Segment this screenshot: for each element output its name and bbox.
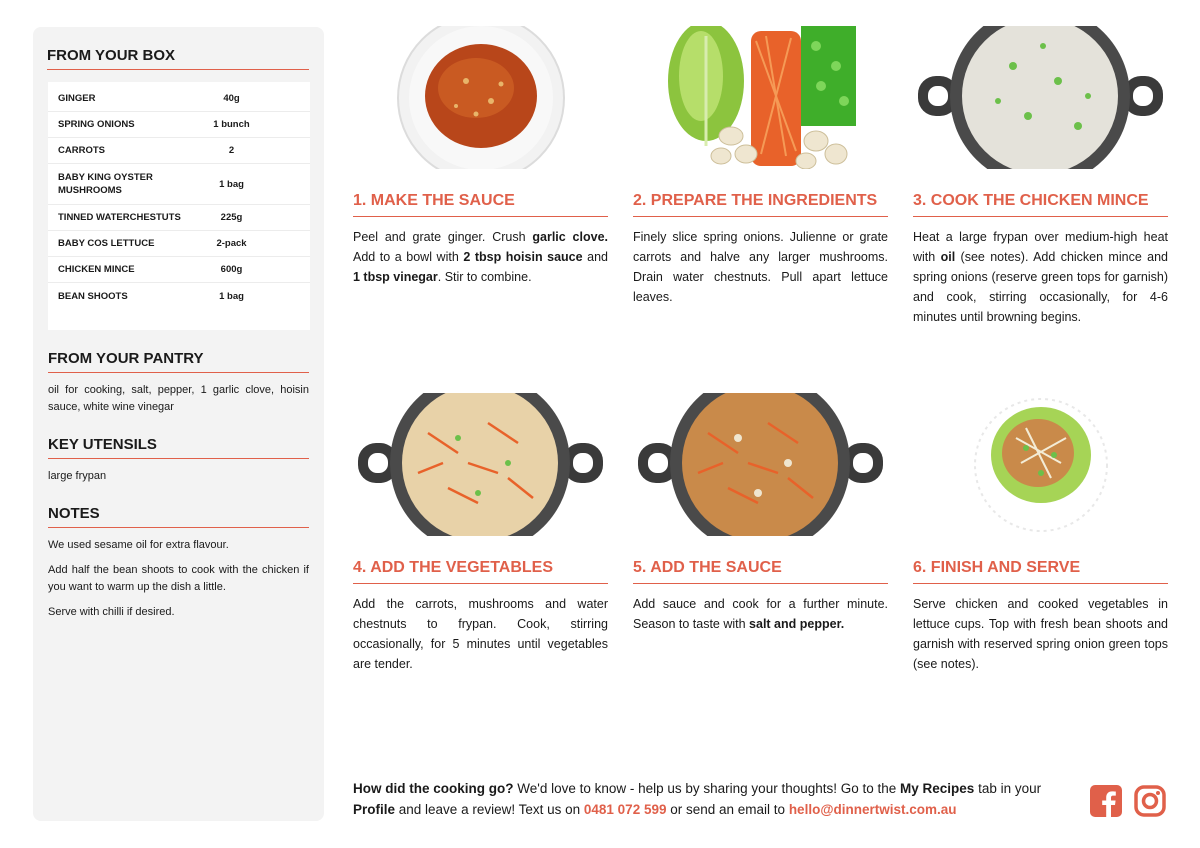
- step-text-bold: garlic clove.: [532, 230, 608, 244]
- table-row: [48, 205, 310, 231]
- step-text-part: . Stir to combine.: [437, 270, 532, 284]
- step-text-bold: 2 tbsp hoisin sauce: [463, 250, 583, 264]
- ingredient-name: BABY COS LETTUCE: [58, 238, 155, 249]
- step-6: [913, 393, 1168, 674]
- ingredient-qty: 40g: [223, 93, 240, 104]
- table-row: [48, 231, 310, 257]
- ingredients-image: [633, 26, 888, 169]
- step-text: [633, 227, 888, 307]
- step-text: [633, 594, 888, 634]
- step-text-part: Add the carrots, mushrooms and water chestnuts to frypan. Cook, stirring occasionally, for 5 minutes until vegetables are tender.: [353, 597, 608, 671]
- step-text-part: Add to a bowl with: [353, 250, 464, 264]
- feedback-footer: [353, 778, 1073, 820]
- step-title: 2. PREPARE THE INGREDIENTS: [633, 192, 888, 217]
- step-text: [913, 594, 1168, 674]
- footer-text: tab in your: [974, 781, 1042, 796]
- table-row: [48, 138, 310, 164]
- email-link[interactable]: hello@dinnertwist.com.au: [788, 802, 957, 817]
- step-5: [633, 393, 888, 634]
- lettuce-cups-image: [913, 393, 1168, 536]
- ingredient-qty: 1 bag: [219, 290, 244, 302]
- box-heading: FROM YOUR BOX: [47, 47, 309, 70]
- step-title: 4. ADD THE VEGETABLES: [353, 559, 608, 584]
- step-title: 6. FINISH AND SERVE: [913, 559, 1168, 584]
- phone-link[interactable]: 0481 072 599: [583, 802, 667, 817]
- ingredient-name: BEAN SHOOTS: [58, 290, 128, 302]
- utensils-heading: KEY UTENSILS: [48, 436, 309, 459]
- step-text: [913, 227, 1168, 327]
- ingredient-name: CARROTS: [58, 145, 105, 156]
- sauce-bowl-image: [353, 26, 608, 169]
- ingredient-qty: 1 bag: [219, 178, 244, 190]
- vegetables-pan-image: [353, 393, 608, 536]
- note-item: Add half the bean shoots to cook with the chicken if you want to warm up the dish a little.: [48, 564, 309, 593]
- pantry-section: [47, 350, 309, 416]
- step-text-part: Peel and grate ginger. Crush: [353, 230, 533, 244]
- step-text-part: and: [582, 250, 608, 264]
- step-text: [353, 594, 608, 674]
- note-item: We used sesame oil for extra flavour.: [48, 539, 229, 551]
- step-text-part: (see notes). Add chicken mince and spring onions (reserve green tops for garnish) and cook, stirring occasionally, for 4-6 minutes until browning begins.: [913, 250, 1168, 324]
- sidebar: [33, 27, 324, 821]
- social-links: [1090, 785, 1166, 817]
- chicken-pan-image: [913, 26, 1168, 169]
- pantry-heading: FROM YOUR PANTRY: [48, 350, 309, 373]
- table-row: [48, 112, 310, 138]
- ingredient-name: CHICKEN MINCE: [58, 264, 135, 275]
- profile-link[interactable]: Profile: [353, 802, 396, 817]
- table-row: [48, 257, 310, 283]
- note-item: Serve with chilli if desired.: [48, 606, 175, 618]
- ingredient-name: GINGER: [58, 93, 96, 104]
- box-ingredients-table: [48, 82, 310, 330]
- ingredient-qty: 2: [228, 145, 235, 156]
- step-4: [353, 393, 608, 674]
- notes-heading: NOTES: [48, 505, 309, 528]
- notes-section: [47, 505, 309, 621]
- footer-text: and leave a review! Text us on: [395, 802, 584, 817]
- table-row: [48, 164, 310, 205]
- step-text-bold: 1 tbsp vinegar: [353, 270, 438, 284]
- my-recipes-link[interactable]: My Recipes: [900, 781, 975, 796]
- step-text-part: Add sauce and cook for a further minute. Season to taste with: [633, 597, 888, 631]
- step-1: [353, 26, 608, 287]
- utensils-section: [47, 436, 309, 485]
- step-text: [353, 227, 608, 287]
- table-row: [48, 283, 310, 309]
- footer-text: We'd love to know - help us by sharing your thoughts! Go to the: [513, 781, 901, 796]
- step-3: [913, 26, 1168, 327]
- step-title: 3. COOK THE CHICKEN MINCE: [913, 192, 1168, 217]
- footer-text: or send an email to: [666, 802, 789, 817]
- table-row: [48, 86, 310, 112]
- pantry-text: oil for cooking, salt, pepper, 1 garlic clove, hoisin sauce, white wine vinegar: [48, 384, 309, 413]
- step-text-part: Heat a large frypan over medium-high heat with: [913, 230, 1168, 264]
- ingredient-qty: 1 bunch: [213, 119, 250, 130]
- sauce-pan-image: [633, 393, 888, 536]
- step-text-part: Serve chicken and cooked vegetables in lettuce cups. Top with fresh bean shoots and garnish with reserved spring onion green tops (see notes).: [913, 597, 1168, 671]
- ingredient-name: TINNED WATERCHESTUTS: [58, 212, 181, 223]
- instagram-icon[interactable]: [1134, 785, 1166, 817]
- step-text-bold: oil: [940, 250, 956, 264]
- ingredient-name: SPRING ONIONS: [58, 119, 135, 130]
- ingredient-qty: 2-pack: [216, 238, 247, 249]
- step-title: 5. ADD THE SAUCE: [633, 559, 888, 584]
- utensils-text: large frypan: [48, 470, 107, 482]
- step-title: 1. MAKE THE SAUCE: [353, 192, 608, 217]
- step-2: [633, 26, 888, 307]
- step-text-bold: salt and pepper.: [749, 617, 845, 631]
- feedback-question: How did the cooking go?: [353, 781, 514, 796]
- ingredient-name: BABY KING OYSTER MUSHROOMS: [58, 172, 153, 196]
- step-text-part: Finely slice spring onions. Julienne or grate carrots and halve any larger mushrooms. Drain water chestnuts. Pull apart lettuce leaves.: [633, 230, 888, 304]
- facebook-icon[interactable]: [1090, 785, 1122, 817]
- ingredient-qty: 600g: [220, 264, 243, 275]
- ingredient-qty: 225g: [220, 212, 243, 223]
